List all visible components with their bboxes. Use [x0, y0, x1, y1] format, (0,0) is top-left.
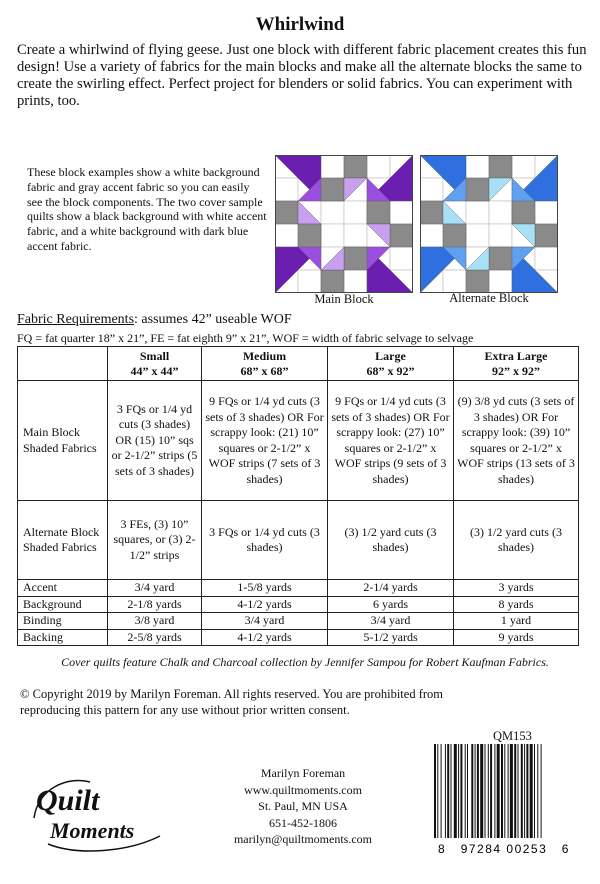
contact-block: [203, 765, 403, 848]
row-label: Background: [18, 596, 108, 613]
row-label: Accent: [18, 580, 108, 597]
table-row: [18, 381, 579, 501]
fabric-requirements-table: [17, 346, 579, 646]
table-cell: 1 yard: [454, 613, 579, 630]
table-cell: 4-1/2 yards: [202, 629, 328, 646]
table-cell: 3 FQs or 1/4 yd cuts (3 shades) OR (15) 10” sqs or 2-1/2” strips (5 sets of 3 shades): [108, 381, 202, 501]
block-note: These block examples show a white background fabric and gray accent fabric so you can easily see the block components. The two cover sample quilts show a black background with white accent fabric, and a white background with dark blue accent fabric.: [27, 165, 267, 253]
barcode: [426, 744, 582, 856]
table-cell: 3/8 yard: [108, 613, 202, 630]
contact-city: St. Paul, MN USA: [258, 799, 348, 813]
table-row: [18, 629, 579, 646]
contact-name: Marilyn Foreman: [260, 766, 346, 780]
table-cell: 5-1/2 yards: [328, 629, 454, 646]
table-row: [18, 501, 579, 580]
intro-paragraph: Create a whirlwind of flying geese. Just one block with different fabric placement creates this fun design! Use a variety of fabrics for the main blocks and make all the alternate blocks the same to create the swirling effect. Perfect project for blenders or solid fabrics. You can experiment with prints, too.: [17, 42, 587, 109]
table-cell: 3 yards: [454, 580, 579, 597]
product-code: QM153: [493, 729, 532, 743]
table-cell: 4-1/2 yards: [202, 596, 328, 613]
table-cell: 2-1/8 yards: [108, 596, 202, 613]
row-label: Backing: [18, 629, 108, 646]
table-cell: 2-1/4 yards: [328, 580, 454, 597]
main-block-image: [275, 155, 413, 293]
row-label: Alternate Block Shaded Fabrics: [18, 501, 108, 580]
table-cell: (9) 3/8 yd cuts (3 sets of 3 shades) OR For scrappy look: (39) 10” squares or 2-1/2” x WOF strips (13 sets of 3 shades): [454, 381, 579, 501]
page-title: Whirlwind: [255, 14, 345, 35]
logo-line2: Moments: [50, 818, 135, 843]
table-row: [18, 580, 579, 597]
logo-line1: Quilt: [36, 784, 100, 817]
table-cell: 3/4 yard: [108, 580, 202, 597]
table-cell: 3/4 yard: [328, 613, 454, 630]
fabric-requirements-suffix: : assumes 42” useable WOF: [134, 312, 292, 327]
table-cell: 3/4 yard: [202, 613, 328, 630]
table-cell: (3) 1/2 yard cuts (3 shades): [454, 501, 579, 580]
alternate-block-caption: Alternate Block: [449, 291, 529, 305]
alternate-block-image: [420, 155, 558, 293]
fabric-requirements-heading: [17, 312, 292, 328]
table-corner-cell: [18, 347, 108, 381]
contact-website[interactable]: www.quiltmoments.com: [244, 782, 362, 797]
row-label: Main Block Shaded Fabrics: [18, 381, 108, 501]
table-header-row: [18, 347, 579, 381]
row-label: Binding: [18, 613, 108, 630]
header-large: Large 68” x 92”: [328, 347, 454, 381]
table-cell: 9 FQs or 1/4 yd cuts (3 sets of 3 shades) OR For scrappy look: (21) 10” squares or 2-1/2” x WOF strips (7 sets of 3 shades): [202, 381, 328, 501]
main-block-caption: Main Block: [314, 292, 374, 306]
abbreviation-legend: FQ = fat quarter 18” x 21”, FE = fat eighth 9” x 21”, WOF = width of fabric selvage to selvage: [17, 331, 474, 345]
barcode-digits: 8 97284 00253 6: [438, 842, 570, 856]
table-row: [18, 596, 579, 613]
copyright-notice: © Copyright 2019 by Marilyn Foreman. All rights reserved. You are prohibited from reproducing this pattern for any use without prior written consent.: [20, 687, 443, 717]
fabric-credits: Cover quilts feature Chalk and Charcoal collection by Jennifer Sampou for Robert Kaufman Fabrics.: [61, 655, 549, 669]
table-cell: 1-5/8 yards: [202, 580, 328, 597]
table-cell: 3 FQs or 1/4 yd cuts (3 shades): [202, 501, 328, 580]
fabric-requirements-label: Fabric Requirements: [17, 312, 135, 327]
table-cell: 2-5/8 yards: [108, 629, 202, 646]
table-cell: 9 FQs or 1/4 yd cuts (3 sets of 3 shades) OR For scrappy look: (27) 10” squares or 2-1/2” x WOF strips (9 sets of 3 shades): [328, 381, 454, 501]
header-small: Small 44” x 44”: [108, 347, 202, 381]
table-cell: (3) 1/2 yard cuts (3 shades): [328, 501, 454, 580]
table-row: [18, 613, 579, 630]
header-medium: Medium 68” x 68”: [202, 347, 328, 381]
contact-phone: 651-452-1806: [269, 815, 337, 830]
table-cell: 8 yards: [454, 596, 579, 613]
contact-email[interactable]: marilyn@quiltmoments.com: [233, 832, 373, 846]
table-cell: 3 FEs, (3) 10” squares, or (3) 2-1/2” strips: [108, 501, 202, 580]
header-extra-large: Extra Large 92” x 92”: [454, 347, 579, 381]
quilt-moments-logo: [28, 768, 168, 858]
table-cell: 6 yards: [328, 596, 454, 613]
table-cell: 9 yards: [454, 629, 579, 646]
